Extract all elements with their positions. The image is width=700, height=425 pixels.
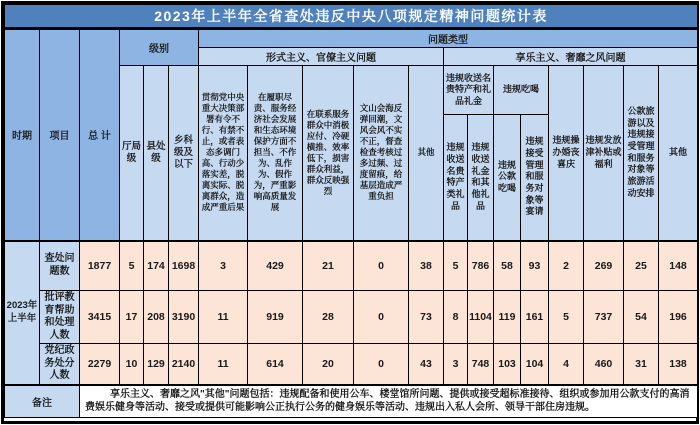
data-cell: 58 [494, 241, 521, 291]
col-header-period: 时期 [5, 29, 40, 241]
col-group-formalism: 形式主义、官僚主义问题 [199, 48, 444, 66]
data-cell: 1877 [80, 241, 120, 291]
data-cell: 5 [549, 291, 584, 344]
data-cell: 129 [144, 344, 169, 385]
data-cell: 3 [444, 344, 468, 385]
data-cell: 8 [444, 291, 468, 344]
data-cell: 2140 [169, 344, 199, 385]
data-cell: 104 [521, 344, 549, 385]
col-group-dining: 违规吃喝 [494, 66, 549, 115]
table-row [5, 241, 698, 291]
data-cell: 5 [444, 241, 468, 291]
data-cell: 119 [494, 291, 521, 344]
data-cell: 11 [199, 291, 248, 344]
col-header-level-xian: 县处级 [144, 66, 169, 241]
col-header-dining-public-funds: 违规公款吃喝 [494, 115, 521, 241]
col-header-formalism-3: 在联系服务群众中消极应付、冷硬横推、效率低下，损害群众利益，群众反映强烈 [303, 66, 354, 241]
remark-row [5, 385, 698, 418]
data-cell: 748 [468, 344, 494, 385]
data-cell: 31 [624, 344, 659, 385]
row-label-discipline-punishment: 党纪政务处分人数 [40, 344, 80, 385]
data-cell: 2 [549, 241, 584, 291]
col-header-total: 总 计 [80, 29, 120, 241]
data-cell: 2279 [80, 344, 120, 385]
col-group-hedonism: 享乐主义、奢靡之风问题 [444, 48, 698, 66]
remark-label: 备注 [5, 385, 80, 418]
col-group-gifts: 违规收送名贵特产和礼品礼金 [444, 66, 494, 115]
data-cell: 4 [549, 344, 584, 385]
col-header-allowances: 违规发放津补贴或福利 [584, 66, 624, 241]
data-cell: 148 [659, 241, 698, 291]
row-label-problems-found: 查处问题数 [40, 241, 80, 291]
data-cell: 786 [468, 241, 494, 291]
data-cell: 138 [659, 344, 698, 385]
table-title: 2023年上半年全省查处违反中央八项规定精神问题统计表 [5, 5, 698, 29]
col-header-formalism-2: 在履职尽责、服务经济社会发展和生态环境保护方面不担当、不作为、乱作为、假作为，严重影响高质量发展 [248, 66, 303, 241]
data-cell: 11 [199, 344, 248, 385]
data-cell: 269 [584, 241, 624, 291]
data-cell: 0 [354, 241, 409, 291]
col-header-project: 项目 [40, 29, 80, 241]
col-header-level-xiang: 乡科级及以下 [169, 66, 199, 241]
data-cell: 20 [303, 344, 354, 385]
col-header-dining-banquets: 违规接受管理和服务对象等宴请 [521, 115, 549, 241]
data-cell: 429 [248, 241, 303, 291]
data-cell: 737 [584, 291, 624, 344]
data-cell: 1698 [169, 241, 199, 291]
data-cell: 25 [624, 241, 659, 291]
data-cell: 10 [120, 344, 144, 385]
data-cell: 103 [494, 344, 521, 385]
col-header-formalism-1: 贯彻党中央重大决策部署有令不行、有禁不止，或者表态多调门高、行动少落实差，脱离实际、脱离群众，造成严重后果 [199, 66, 248, 241]
data-cell: 208 [144, 291, 169, 344]
data-cell: 0 [354, 344, 409, 385]
col-header-gifts-money: 违规收送礼金和其他礼品 [468, 115, 494, 241]
col-group-problem-type: 问题类型 [199, 29, 698, 48]
data-cell: 196 [659, 291, 698, 344]
data-cell: 0 [354, 291, 409, 344]
data-cell: 5 [120, 241, 144, 291]
data-cell: 460 [584, 344, 624, 385]
col-header-public-travel: 公款旅游以及违规接受管理和服务对象等旅游活动安排 [624, 66, 659, 241]
col-header-formalism-4: 文山会海反弹回潮，文风会风不实不正，督查检查考核过多过频、过度留痕，给基层造成严重负担 [354, 66, 409, 241]
data-cell: 21 [303, 241, 354, 291]
data-cell: 17 [120, 291, 144, 344]
col-header-weddings-funerals: 违规操办婚丧喜庆 [549, 66, 584, 241]
data-cell: 38 [409, 241, 444, 291]
col-group-level: 级别 [120, 29, 199, 66]
data-cell: 919 [248, 291, 303, 344]
data-cell: 43 [409, 344, 444, 385]
data-cell: 3 [199, 241, 248, 291]
remark-text: 享乐主义、奢靡之风"其他"问题包括：违规配备和使用公车、楼堂馆所问题、提供或接受超标准接待、组织或参加用公款支付的高消费娱乐健身等活动、接受或提供可能影响公正执行公务的健身娱乐等活动、违规出入私人会所、领导干部住房违规。 [80, 385, 698, 418]
data-cell: 1104 [468, 291, 494, 344]
data-cell: 161 [521, 291, 549, 344]
row-label-criticism-education: 批评教育帮助和处理人数 [40, 291, 80, 344]
data-cell: 54 [624, 291, 659, 344]
col-header-hedonism-other: 其他 [659, 66, 698, 241]
table-row [5, 291, 698, 344]
data-cell: 93 [521, 241, 549, 291]
data-cell: 3190 [169, 291, 199, 344]
data-cell: 174 [144, 241, 169, 291]
statistics-table-container [1, 1, 699, 424]
data-cell: 614 [248, 344, 303, 385]
col-header-level-ting: 厅局级 [120, 66, 144, 241]
statistics-table [4, 4, 698, 418]
data-cell: 3415 [80, 291, 120, 344]
col-header-formalism-other: 其他 [409, 66, 444, 241]
col-header-gifts-specialty: 违规收送名贵特产类礼品 [444, 115, 468, 241]
data-cell: 73 [409, 291, 444, 344]
period-cell: 2023年上半年 [5, 241, 40, 385]
data-cell: 28 [303, 291, 354, 344]
table-row [5, 344, 698, 385]
